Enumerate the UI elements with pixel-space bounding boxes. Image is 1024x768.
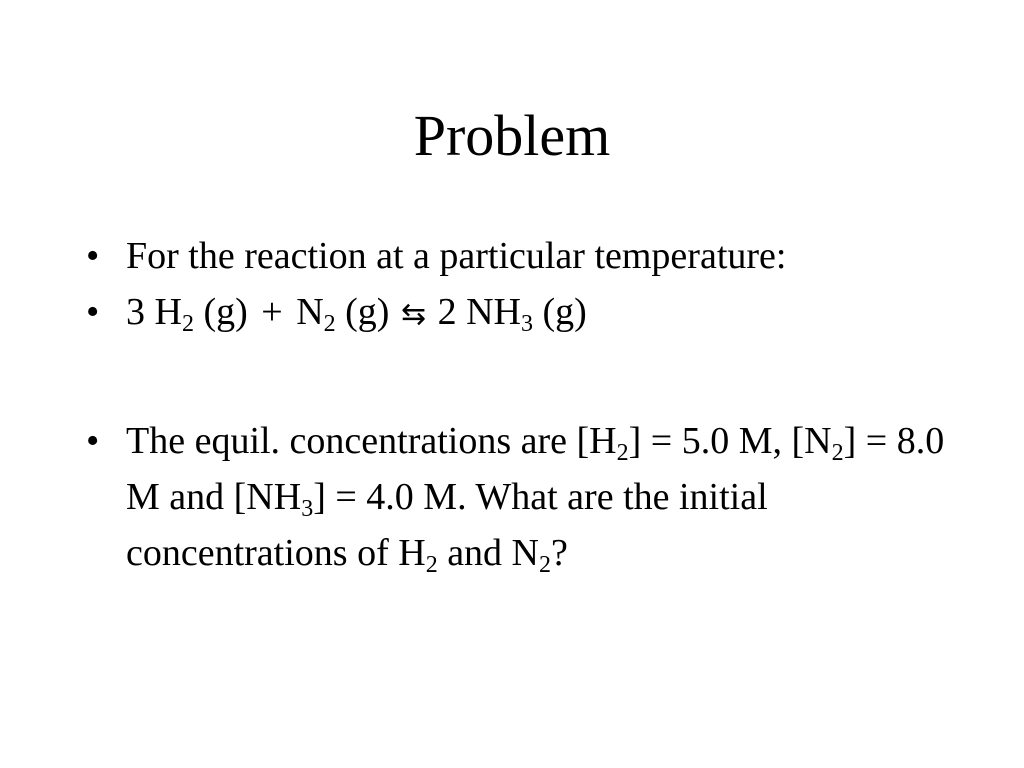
subscript: 2: [831, 440, 844, 466]
equation: [126, 291, 587, 337]
equation-part: (g): [533, 291, 587, 333]
question-text: [126, 420, 945, 578]
equation-part: (g): [335, 291, 399, 333]
bullet-marker: •: [86, 291, 100, 333]
bullet-text: For the reaction at a particular temperature:: [126, 235, 787, 277]
subscript: 2: [616, 440, 629, 466]
subscript: 2: [323, 311, 336, 337]
spacer: [86, 343, 946, 413]
subscript: 3: [521, 311, 533, 337]
equation-part: 2 NH: [428, 291, 521, 333]
bullet-item-1: [86, 228, 946, 284]
text-part: ] = 5.0 M, [N: [628, 420, 832, 462]
subscript: 2: [181, 311, 194, 337]
bullet-item-3: [86, 413, 946, 581]
subscript: 2: [539, 552, 551, 578]
equation-part: (g): [193, 291, 258, 333]
bullet-item-2: [86, 284, 946, 343]
bullet-list: [86, 228, 946, 581]
text-part: and N: [437, 532, 539, 574]
text-part: ] = 4.0 M. What are the initial concentrations of H: [126, 476, 768, 574]
subscript: 2: [425, 552, 438, 578]
plus-sign: +: [261, 291, 283, 333]
bullet-marker: •: [86, 420, 100, 462]
text-part: ?: [551, 532, 568, 574]
equilibrium-arrow-icon: ⇆: [400, 297, 427, 332]
text-part: ] = 8.0 M and [NH: [126, 420, 945, 518]
bullet-marker: •: [86, 235, 100, 277]
equation-part: N: [286, 291, 324, 333]
text-part: The equil. concentrations are [H: [126, 420, 617, 462]
slide-title: Problem: [413, 103, 611, 168]
equation-part: 3 H: [126, 291, 182, 333]
subscript: 3: [301, 496, 314, 522]
